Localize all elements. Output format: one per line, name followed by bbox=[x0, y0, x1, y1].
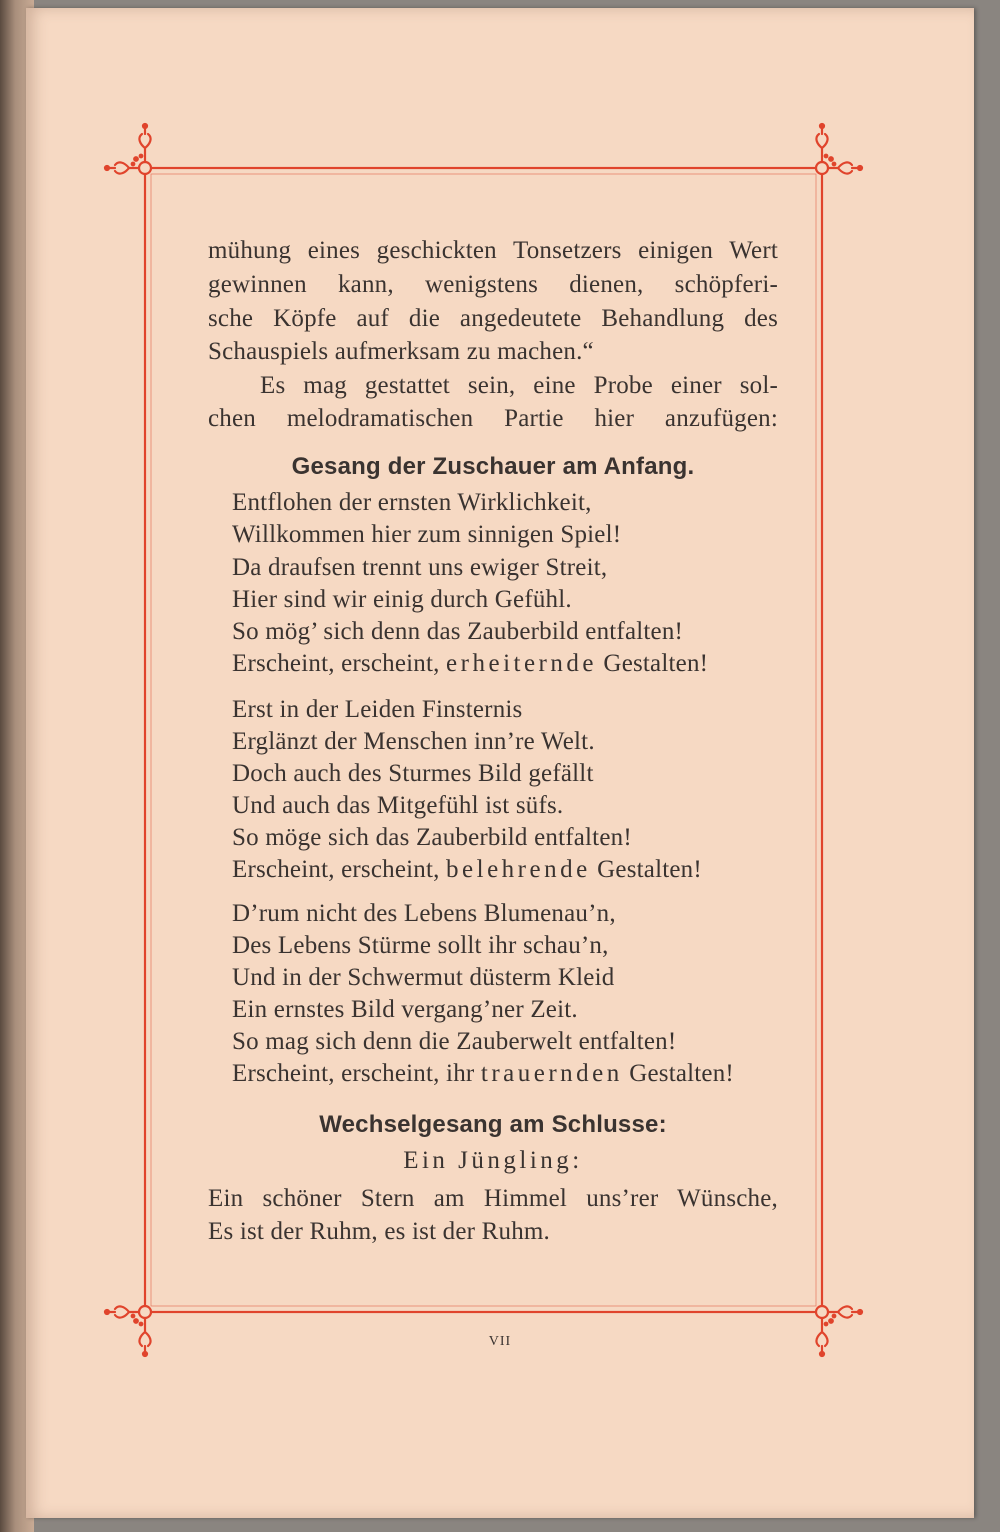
text-line: Es mag gestattet sein, eine Probe einer sol- bbox=[260, 372, 778, 399]
verse-line-refrain bbox=[232, 1059, 734, 1089]
verse-line: Willkommen hier zum sinnigen Spiel! bbox=[232, 521, 622, 548]
section-heading: Gesang der Zuschauer am Anfang. bbox=[291, 453, 695, 480]
verse-line: Und in der Schwermut düsterm Kleid bbox=[232, 964, 615, 991]
refrain-start: Erscheint, erscheint, ihr bbox=[232, 1060, 481, 1087]
refrain-end: Gestalten! bbox=[590, 856, 702, 883]
verse-line: So mag sich denn die Zauberwelt entfalten! bbox=[232, 1028, 677, 1055]
text-line: gewinnen kann, wenigstens dienen, schöpferi- bbox=[208, 271, 778, 298]
speaker-label: Ein Jüngling: bbox=[403, 1147, 583, 1174]
text-line: Ein schöner Stern am Himmel uns’rer Wünsche, bbox=[208, 1185, 778, 1212]
verse-line: So möge sich das Zauberbild entfalten! bbox=[232, 824, 632, 851]
text-line: mühung eines geschickten Tonsetzers einigen Wert bbox=[208, 237, 778, 264]
verse-line-refrain bbox=[232, 649, 708, 679]
verse-line: Und auch das Mitgefühl ist süfs. bbox=[232, 792, 564, 819]
verse-line: Hier sind wir einig durch Gefühl. bbox=[232, 586, 572, 613]
text-line: Schauspiels aufmerksam zu machen.“ bbox=[208, 338, 594, 365]
refrain-start: Erscheint, erscheint, bbox=[232, 650, 447, 677]
verse-line: Entflohen der ernsten Wirklichkeit, bbox=[232, 489, 592, 516]
text-line: chen melodramatischen Partie hier anzufügen: bbox=[208, 405, 778, 432]
verse-line: Erglänzt der Menschen inn’re Welt. bbox=[232, 728, 595, 755]
verse-line: D’rum nicht des Lebens Blumenau’n, bbox=[232, 900, 616, 927]
verse-line: So mög’ sich denn das Zauberbild entfalten! bbox=[232, 618, 684, 645]
refrain-end: Gestalten! bbox=[622, 1060, 734, 1087]
refrain-emphasis: erheiternde bbox=[446, 650, 597, 677]
text-line: Es ist der Ruhm, es ist der Ruhm. bbox=[208, 1218, 551, 1245]
refrain-emphasis: trauernden bbox=[480, 1060, 623, 1087]
verse-line: Da draufsen trennt uns ewiger Streit, bbox=[232, 554, 608, 581]
verse-line: Des Lebens Stürme sollt ihr schau’n, bbox=[232, 932, 609, 959]
verse-line: Erst in der Leiden Finsternis bbox=[232, 696, 523, 723]
refrain-emphasis: belehrende bbox=[446, 856, 591, 883]
refrain-start: Erscheint, erscheint, bbox=[232, 856, 447, 883]
page-number: VII bbox=[488, 1334, 512, 1349]
verse-line: Ein ernstes Bild vergang’ner Zeit. bbox=[232, 996, 578, 1023]
refrain-end: Gestalten! bbox=[596, 650, 709, 677]
text-line: sche Köpfe auf die angedeutete Behandlung des bbox=[208, 305, 778, 332]
verse-line-refrain bbox=[232, 855, 702, 885]
verse-line: Doch auch des Sturmes Bild gefällt bbox=[232, 760, 594, 787]
section-heading: Wechselgesang am Schlusse: bbox=[319, 1111, 667, 1138]
